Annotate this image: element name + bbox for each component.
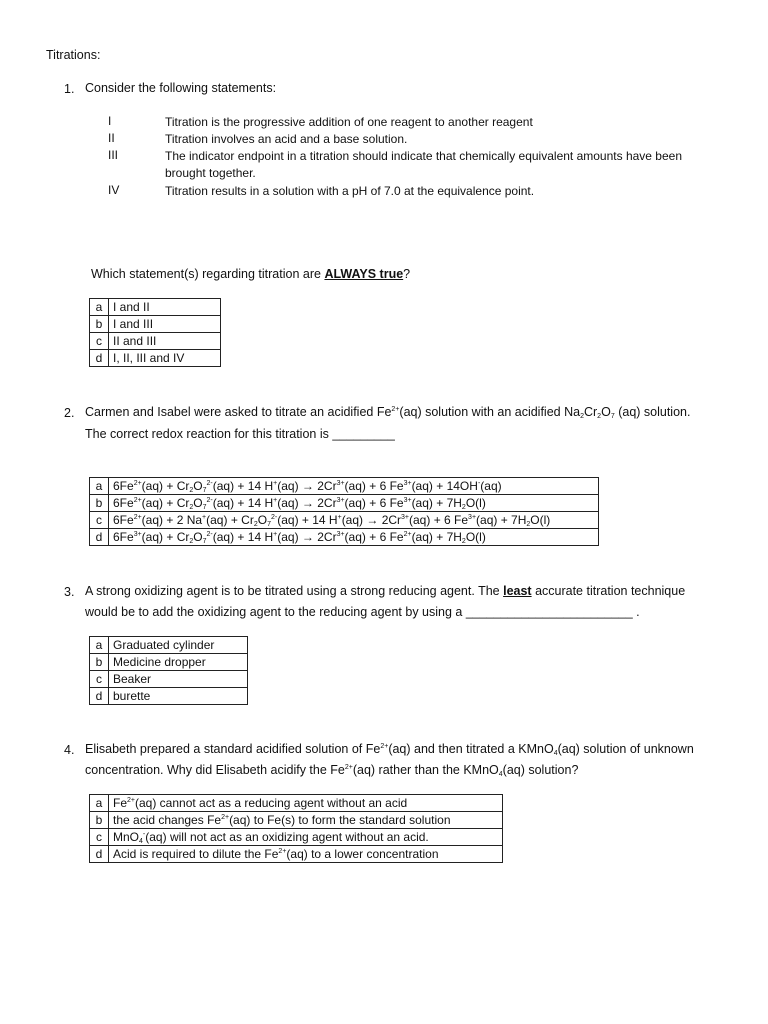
option-row[interactable]: b Medicine dropper	[90, 654, 248, 671]
question-4-line-2: concentration. Why did Elisabeth acidify the $Fe^{2+}(aq)$ rather than the KMnO$_4$(aq) solution?	[85, 763, 579, 778]
option-row[interactable]: a Graduated cylinder	[90, 637, 248, 654]
question-3-line-1: A strong oxidizing agent is to be titrated using a strong reducing agent. The least accurate titration technique	[85, 584, 686, 598]
statement-2-number: II	[108, 131, 115, 145]
question-3-line-2: would be to add the oxidizing agent to the reducing agent by using a ________________________ .	[85, 605, 640, 619]
option-row[interactable]: a I and II	[90, 299, 221, 316]
option-row[interactable]: d $6Fe^{3+}(aq) + Cr_2O_7^{2-}(aq) + 14$ $H^+(aq) \to 2Cr^{3+}(aq) + 6$ $Fe^{2+}(aq) + 7H_2O(l)$	[90, 529, 599, 546]
question-4-number: 4.	[64, 743, 75, 757]
statement-4-text: Titration results in a solution with a pH of 7.0 at the equivalence point.	[165, 184, 535, 198]
question-1-options	[89, 298, 221, 367]
statement-4-number: IV	[108, 183, 120, 197]
question-3-number: 3.	[64, 585, 75, 599]
option-row[interactable]: b I and III	[90, 316, 221, 333]
statement-2-text: Titration involves an acid and a base solution.	[165, 132, 408, 146]
option-row[interactable]: a $6Fe^{2+}(aq) + Cr_2O_7^{2-}(aq) + 14$ $H^+(aq) \to 2Cr^{3+}(aq) + 6$ $Fe^{3+}(aq) + 14OH^-(aq)$	[90, 478, 599, 495]
statement-1-number: I	[108, 114, 112, 128]
option-row[interactable]: a $Fe^{2+}(aq)$ cannot act as a reducing agent without an acid	[90, 795, 503, 812]
page-title: Titrations:	[46, 48, 101, 62]
option-row[interactable]: c MnO$_4$-(aq) will not act as an oxidizing agent without an acid.	[90, 829, 503, 846]
question-1-number: 1.	[64, 82, 75, 96]
question-1-text: Consider the following statements:	[85, 81, 277, 95]
question-2-number: 2.	[64, 406, 75, 420]
question-4-options	[89, 794, 503, 863]
option-row[interactable]: b the acid changes $Fe^{2+}(aq)$ to Fe(s) to form the standard solution	[90, 812, 503, 829]
question-2-line-2: The correct redox reaction for this titration is _________	[85, 427, 395, 441]
statement-1-text: Titration is the progressive addition of one reagent to another reagent	[165, 115, 533, 129]
question-2-line-1: Carmen and Isabel were asked to titrate an acidified $Fe^{2+}(aq)$ solution with an acidified $Na_2Cr_2O_7$ (aq) solution.	[85, 405, 691, 420]
question-4-line-1: Elisabeth prepared a standard acidified solution of $Fe^{2+}(aq)$ and then titrated a KMnO$_4$(aq) solution of unknown	[85, 742, 694, 757]
statement-3-number: III	[108, 148, 119, 162]
option-row[interactable]: d I, II, III and IV	[90, 350, 221, 367]
emphasis-least: least	[503, 584, 532, 598]
question-1-prompt: Which statement(s) regarding titration are ALWAYS true?	[91, 267, 411, 281]
option-row[interactable]: c $6Fe^{2+}(aq) + 2$ $Na^+(aq) + Cr_2O_7^{2-}(aq) + 14$ $H^+(aq) \to 2Cr^{3+}(aq) + 6$ $Fe^{3+}(aq) + 7H_2O(l)$	[90, 512, 599, 529]
question-2-options	[89, 477, 599, 546]
option-row[interactable]: b $6Fe^{2+}(aq) + Cr_2O_7^{2-}(aq) + 14$ $H^+(aq) \to 2Cr^{3+}(aq) + 6$ $Fe^{3+}(aq) + 7H_2O(l)$	[90, 495, 599, 512]
emphasis-always-true: ALWAYS true	[324, 267, 404, 281]
statement-3-text: The indicator endpoint in a titration should indicate that chemically equivalent amounts have been brought together.	[165, 149, 682, 180]
option-row[interactable]: c Beaker	[90, 671, 248, 688]
option-row[interactable]: c II and III	[90, 333, 221, 350]
question-3-options	[89, 636, 248, 705]
option-row[interactable]: d Acid is required to dilute the $Fe^{2+}(aq)$ to a lower concentration	[90, 846, 503, 863]
option-row[interactable]: d burette	[90, 688, 248, 705]
